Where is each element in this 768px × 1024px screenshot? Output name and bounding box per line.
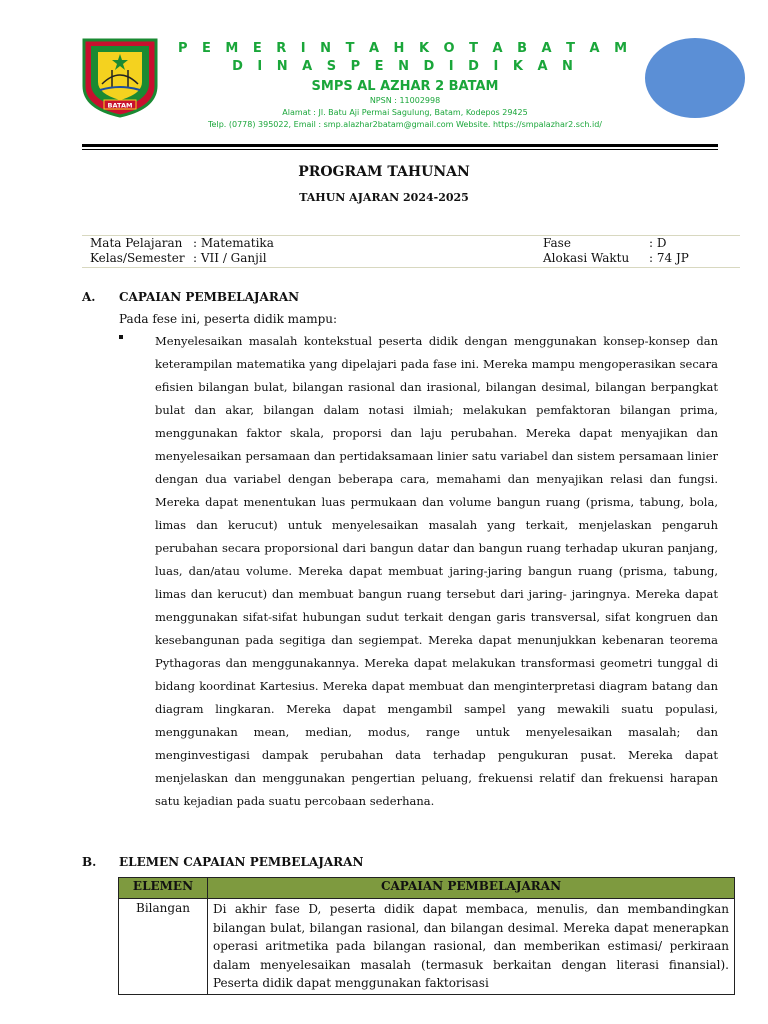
info-bottom-line <box>82 267 740 268</box>
section-a-intro: Pada fese ini, peserta didik mampu: <box>119 312 338 326</box>
section-b-title: ELEMEN CAPAIAN PEMBELAJARAN <box>119 855 364 869</box>
school-npsn: NPSN : 11002998 <box>369 96 441 105</box>
department-name: D I N A S P E N D I D I K A N <box>232 59 578 74</box>
document-subtitle: TAHUN AJARAN 2024-2025 <box>299 191 469 204</box>
section-b-letter: B. <box>82 855 97 869</box>
school-contact: Telp. (0778) 395022, Email : smp.alazhar2batam@gmail.com Website. https://smpalazhar2.sch.id/ <box>208 120 602 129</box>
letterhead-rule-thick <box>82 144 718 147</box>
kelas-value: : VII / Ganjil <box>193 251 267 265</box>
school-address: Alamat : Jl. Batu Aji Permai Sagulung, Batam, Kodepos 29425 <box>282 108 528 117</box>
kelas-label: Kelas/Semester <box>90 251 185 265</box>
mapel-value: : Matematika <box>193 236 274 250</box>
row-capaian-cell: Di akhir fase D, peserta didik dapat membaca, menulis, dan membandingkan bilangan bulat, bilangan rasional, dan bilangan desimal. Mereka dapat menerapkan operasi aritmetika pada bilangan rasional, dan memberikan estimasi/ perkiraan dalam menyelesaikan masalah (termasuk berkaitan dengan literasi finansial). Peserta didik dapat menggunakan faktorisasi <box>208 899 735 995</box>
section-a-title: CAPAIAN PEMBELAJARAN <box>119 290 300 304</box>
col-elemen-header: ELEMEN <box>119 878 208 899</box>
elemen-table <box>118 877 735 995</box>
section-a-letter: A. <box>82 290 96 304</box>
col-capaian-header: CAPAIAN PEMBELAJARAN <box>208 878 735 899</box>
table-row <box>119 899 735 995</box>
alokasi-value: : 74 JP <box>649 251 689 265</box>
alokasi-label: Alokasi Waktu <box>543 251 630 265</box>
fase-label: Fase <box>543 236 571 250</box>
government-name: P E M E R I N T A H K O T A B A T A M <box>177 41 633 56</box>
blue-circle-emblem <box>645 38 745 118</box>
letterhead-rule-thin <box>82 149 718 150</box>
capaian-paragraph: Menyelesaikan masalah kontekstual peserta didik dengan menggunakan konsep-konsep dan keterampilan matematika yang dipelajari pada fase ini. Mereka mampu mengoperasikan secara efisien bilangan bulat, bilangan rasional dan irasional, bilangan desimal, bilangan berpangkat bulat dan akar, bilangan dalam notasi ilmiah; melakukan pemfaktoran bilangan prima, menggunakan faktor skala, proporsi dan laju perubahan. Mereka dapat menyajikan dan menyelesaikan persamaan dan pertidaksamaan linier satu variabel dan sistem persamaan linier dengan dua variabel dengan beberapa cara, memahami dan menyajikan relasi dan fungsi. Mereka dapat menentukan luas permukaan dan volume bangun ruang (prisma, tabung, bola, limas dan kerucut) untuk menyelesaikan masalah yang terkait, menjelaskan pengaruh perubahan secara proporsional dari bangun datar dan bangun ruang terhadap ukuran panjang, luas, dan/atau volume. Mereka dapat membuat jaring-jaring bangun ruang (prisma, tabung, limas dan kerucut) dan membuat bangun ruang tersebut dari jaring- jaringnya. Mereka dapat menggunakan sifat-sifat hubungan sudut terkait dengan garis transversal, sifat kongruen dan kesebangunan pada segitiga dan segiempat. Mereka dapat menunjukkan kebenaran teorema Pythagoras dan menggunakannya. Mereka dapat melakukan transformasi geometri tunggal di bidang koordinat Kartesius. Mereka dapat membuat dan menginterpretasi diagram batang dan diagram lingkaran. Mereka dapat mengambil sampel yang mewakili suatu populasi, menggunakan mean, median, modus, range untuk menyelesaikan masalah; dan menginvestigasi dampak perubahan data terhadap pengukuran pusat. Mereka dapat menjelaskan dan menggunakan pengertian peluang, frekuensi relatif dan frekuensi harapan satu kejadian pada suatu percobaan sederhana. <box>155 334 718 808</box>
table-header-row <box>119 878 735 899</box>
school-name: SMPS AL AZHAR 2 BATAM <box>311 79 499 94</box>
row-elemen-cell: Bilangan <box>119 899 208 995</box>
batam-city-logo <box>82 38 158 118</box>
document-title: PROGRAM TAHUNAN <box>298 164 470 180</box>
bullet-icon <box>119 335 123 339</box>
mapel-label: Mata Pelajaran <box>90 236 183 250</box>
logo-text: BATAM <box>107 101 133 110</box>
fase-value: : D <box>649 236 667 250</box>
